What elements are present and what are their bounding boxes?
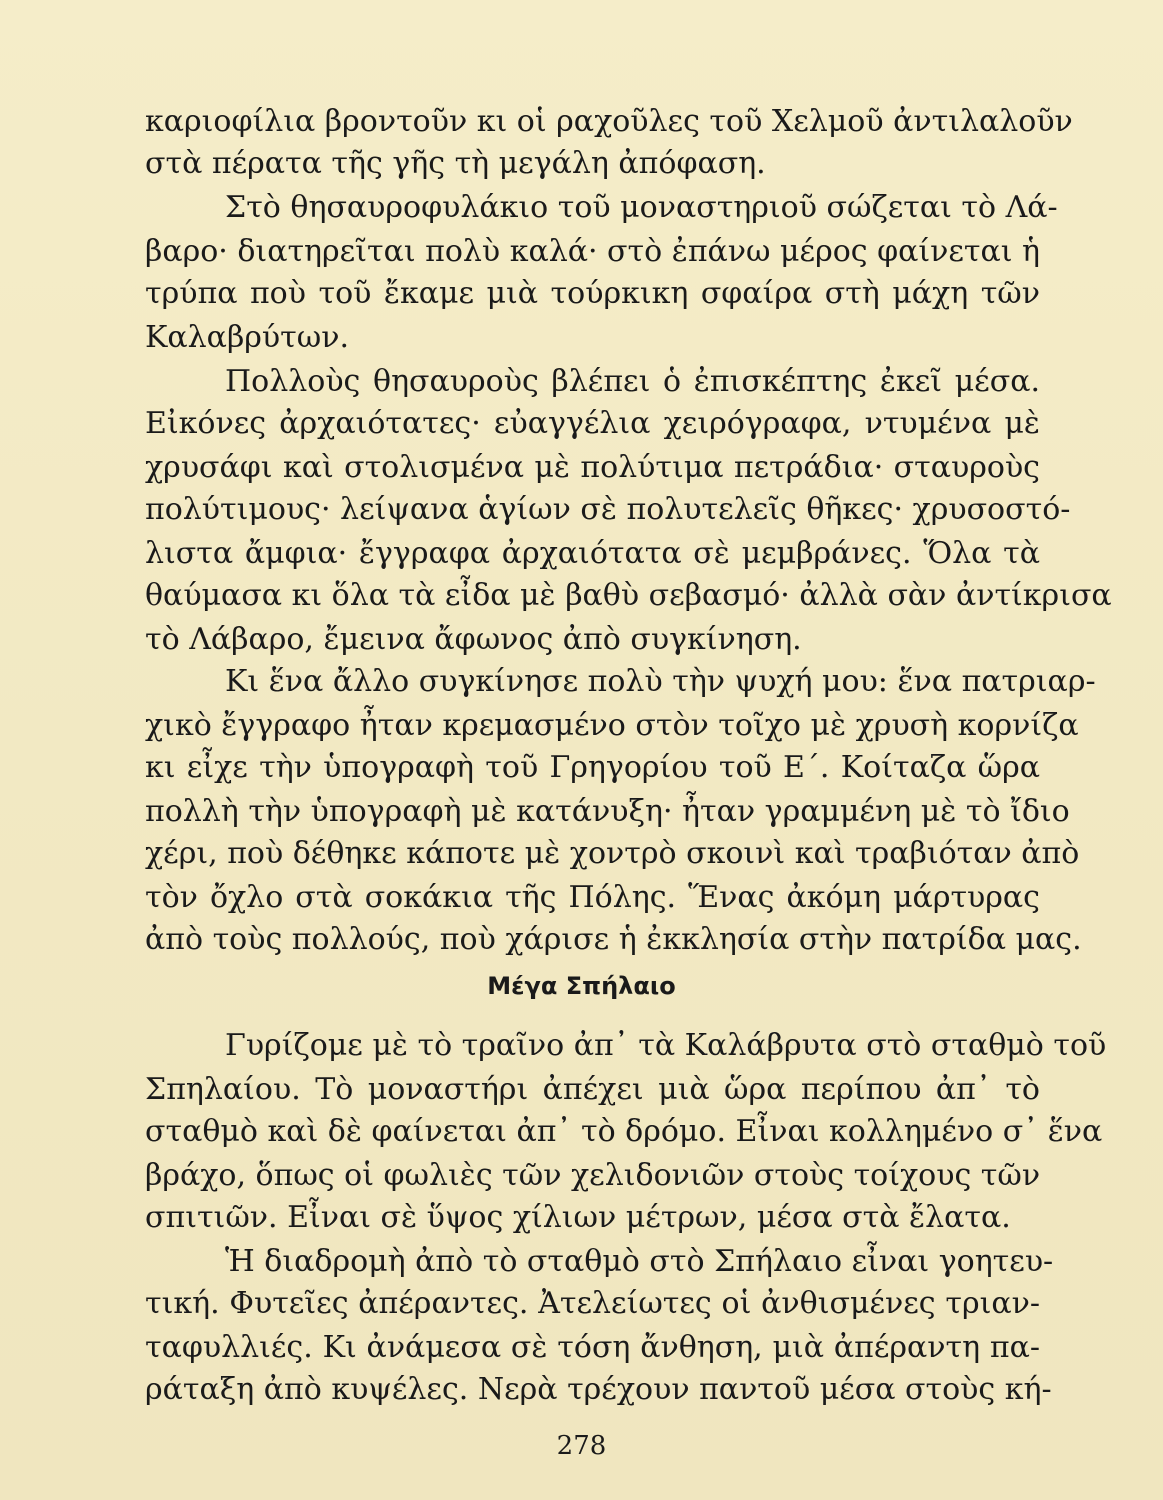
text-line: Σπηλαίου. Τὸ μοναστήρι ἀπέχει μιὰ ὥρα περίπου ἀπ᾿ τὸ xyxy=(145,1072,1040,1107)
text-line: ταφυλλιές. Κι ἀνάμεσα σὲ τόση ἄνθηση, μιὰ ἀπέραντη πα- xyxy=(145,1330,1040,1365)
text-line: στὰ πέρατα τῆς γῆς τὴ μεγάλη ἀπόφαση. xyxy=(145,146,766,181)
text-line: πολλὴ τὴν ὑπογραφὴ μὲ κατάνυξη· ἦταν γραμμένη μὲ τὸ ἴδιο xyxy=(145,794,1070,829)
text-line: χικὸ ἔγγραφο ἦταν κρεμασμένο στὸν τοῖχο μὲ χρυσὴ κορνίζα xyxy=(145,708,1079,743)
text-line: τρύπα ποὺ τοῦ ἔκαμε μιὰ τούρκικη σφαίρα στὴ μάχη τῶν xyxy=(145,276,1040,311)
text-line: ἀπὸ τοὺς πολλούς, ποὺ χάρισε ἡ ἐκκλησία στὴν πατρίδα μας. xyxy=(145,922,1082,957)
text-line: λιστα ἄμφια· ἔγγραφα ἀρχαιότατα σὲ μεμβράνες. Ὅλα τὰ xyxy=(145,536,1040,571)
text-line: Εἰκόνες ἀρχαιότατες· εὐαγγέλια χειρόγραφα, ντυμένα μὲ xyxy=(145,406,1040,441)
text-line: Πολλοὺς θησαυροὺς βλέπει ὁ ἐπισκέπτης ἐκεῖ μέσα. xyxy=(225,364,1040,399)
text-line: Ἡ διαδρομὴ ἀπὸ τὸ σταθμὸ στὸ Σπήλαιο εἶναι γοητευ- xyxy=(225,1244,1054,1279)
text-line: σταθμὸ καὶ δὲ φαίνεται ἀπ᾿ τὸ δρόμο. Εἶναι κολλημένο σ᾿ ἕνα xyxy=(145,1114,1103,1149)
body-text xyxy=(145,100,1112,960)
body-text xyxy=(145,1024,1107,1424)
text-line: κι εἶχε τὴν ὑπογραφὴ τοῦ Γρηγορίου τοῦ Ε΄. Κοίταζα ὥρα xyxy=(145,750,1040,785)
text-line: θαύμασα κι ὅλα τὰ εἶδα μὲ βαθὺ σεβασμό· ἀλλὰ σὰν ἀντίκρισα xyxy=(145,578,1112,613)
text-line: καριοφίλια βροντοῦν κι οἱ ραχοῦλες τοῦ Χελμοῦ ἀντιλαλοῦν xyxy=(145,104,1073,139)
text-line: χρυσάφι καὶ στολισμένα μὲ πολύτιμα πετράδια· σταυροὺς xyxy=(145,450,1040,485)
text-line: ράταξη ἀπὸ κυψέλες. Νερὰ τρέχουν παντοῦ μέσα στοὺς κή- xyxy=(145,1372,1052,1407)
text-line: βαρο· διατηρεῖται πολὺ καλά· στὸ ἐπάνω μέρος φαίνεται ἡ xyxy=(145,234,1041,269)
section-heading: Μέγα Σπήλαιο xyxy=(487,972,676,1000)
text-line: σπιτιῶν. Εἶναι σὲ ὕψος χίλιων μέτρων, μέσα στὰ ἔλατα. xyxy=(145,1200,1011,1235)
text-line: βράχο, ὅπως οἱ φωλιὲς τῶν χελιδονιῶν στοὺς τοίχους τῶν xyxy=(145,1158,1041,1193)
text-line: τὸν ὄχλο στὰ σοκάκια τῆς Πόλης. Ἕνας ἀκόμη μάρτυρας xyxy=(145,880,1040,915)
text-line: Γυρίζομε μὲ τὸ τραῖνο ἀπ᾿ τὰ Καλάβρυτα στὸ σταθμὸ τοῦ xyxy=(225,1028,1107,1063)
text-line: τική. Φυτεῖες ἀπέραντες. Ἀτελείωτες οἱ ἀνθισμένες τριαν- xyxy=(145,1286,1040,1321)
page-number: 278 xyxy=(556,1431,607,1461)
text-line: Κι ἕνα ἄλλο συγκίνησε πολὺ τὴν ψυχή μου: ἕνα πατριαρ- xyxy=(225,664,1096,699)
text-line: χέρι, ποὺ δέθηκε κάποτε μὲ χοντρὸ σκοινὶ καὶ τραβιόταν ἀπὸ xyxy=(145,836,1080,871)
text-line: Καλαβρύτων. xyxy=(145,320,349,355)
text-line: πολύτιμους· λείψανα ἁγίων σὲ πολυτελεῖς θῆκες· χρυσοστό- xyxy=(145,492,1071,527)
text-line: τὸ Λάβαρο, ἔμεινα ἄφωνος ἀπὸ συγκίνηση. xyxy=(145,622,802,657)
text-line: Στὸ θησαυροφυλάκιο τοῦ μοναστηριοῦ σώζεται τὸ Λά- xyxy=(225,190,1058,225)
